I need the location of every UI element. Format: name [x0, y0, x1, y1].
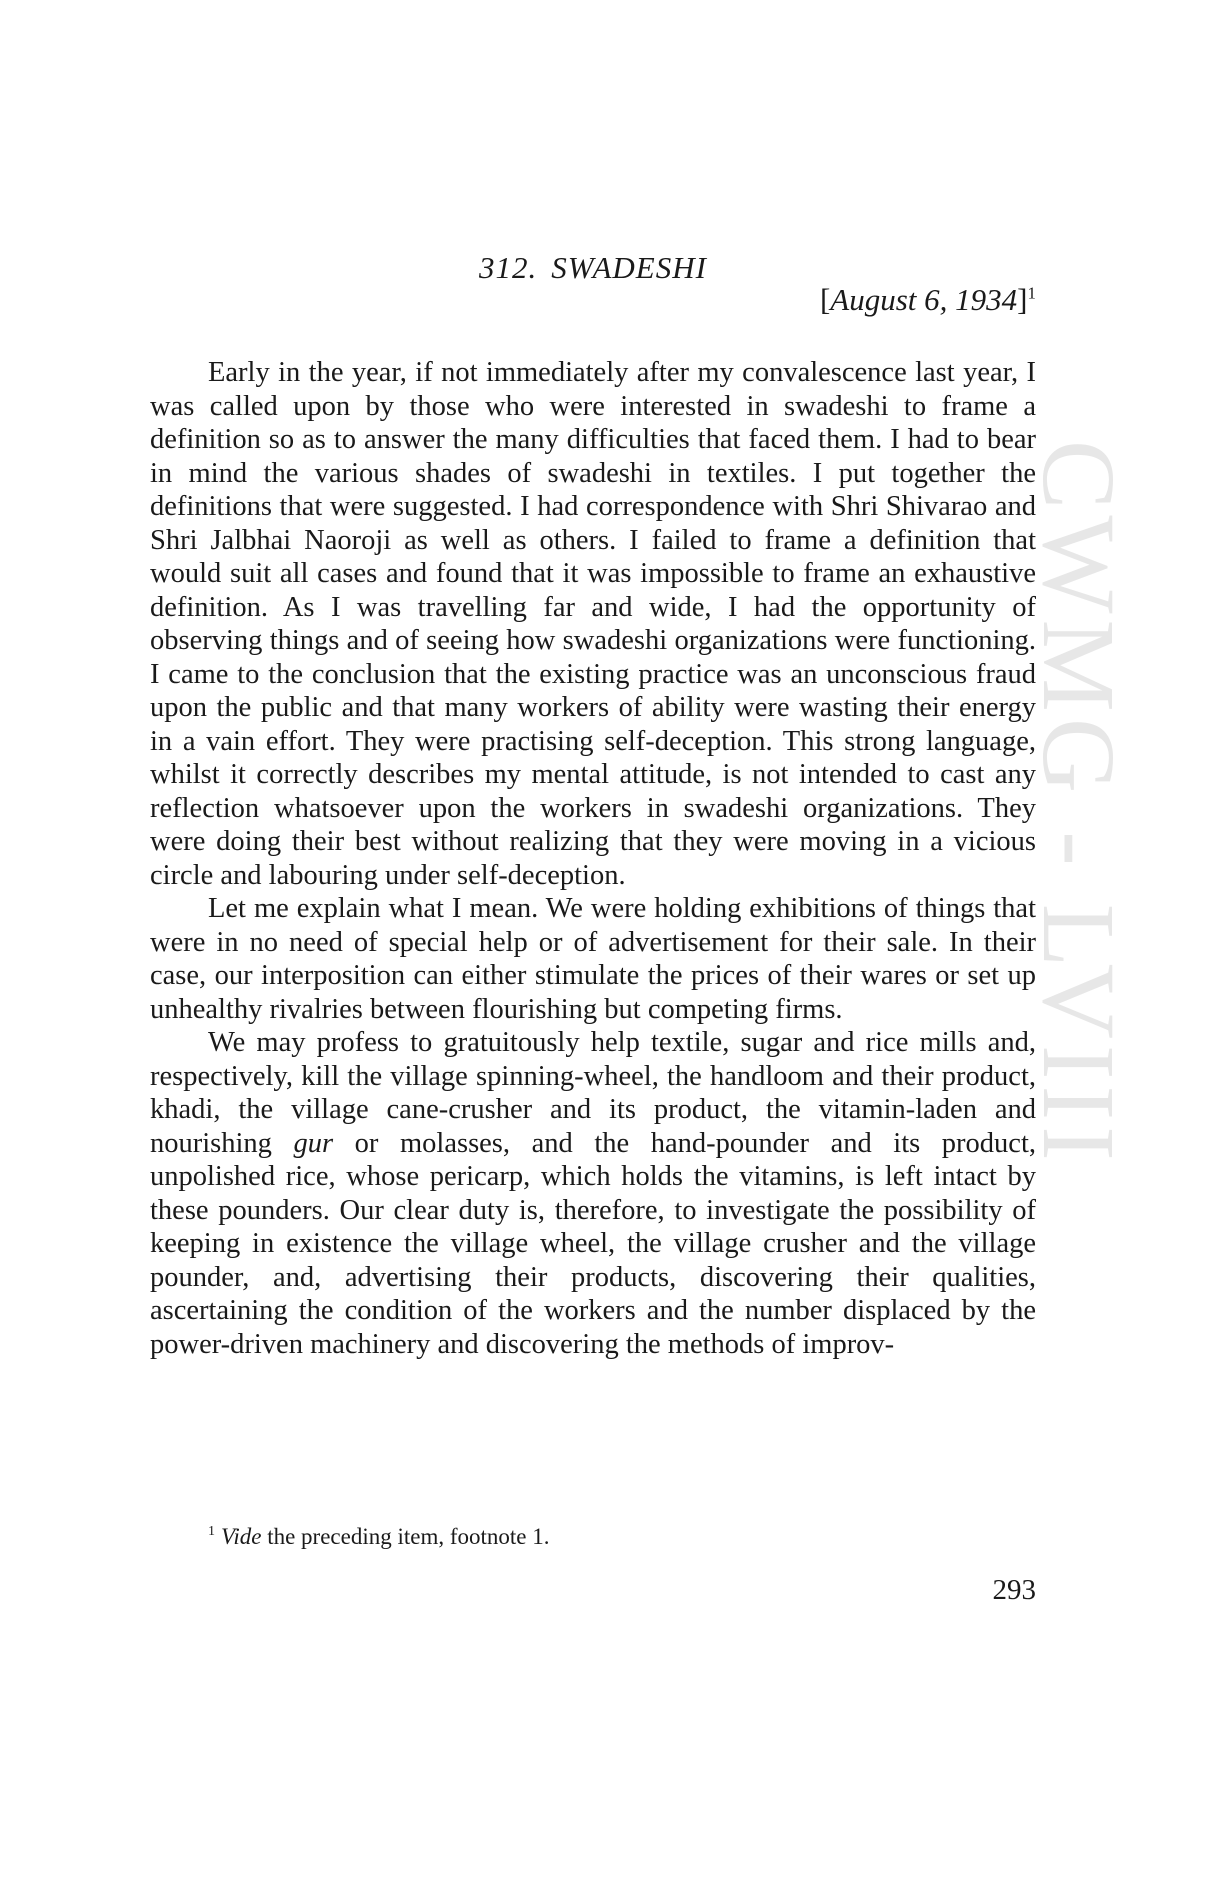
date-footnote-ref: 1	[1027, 283, 1036, 303]
paragraph-3-part-2: or molasses, and the hand-pounder and its product, unpolished rice, whose pericarp, which holds the vitamins, is left intact by these pounders. Our clear duty is, therefore, to investigate the possibility of keeping in existence the village wheel, the village crusher and the village pounder, and, advertising their products, discovering their qualities, ascertaining the condition of the workers and the number displaced by the power-driven machinery and discovering the methods of improv-	[150, 1127, 1036, 1360]
date-close-bracket: ]	[1017, 282, 1028, 317]
page-number: 293	[992, 1574, 1036, 1606]
paragraph-3	[150, 1026, 1036, 1361]
date-open-bracket: [	[819, 282, 831, 317]
paragraph-3-italic-term: gur	[293, 1127, 334, 1159]
footnote	[208, 1524, 550, 1550]
section-title: SWADESHI	[551, 250, 707, 285]
section-heading	[150, 250, 1036, 286]
watermark: CWMG - LVIII	[1021, 440, 1136, 1167]
paragraph-2: Let me explain what I mean. We were holding exhibitions of things that were in no need of special help or of advertisement for their sale. In their case, our interposition can either stimulate the prices of their wares or set up unhealthy rivalries between flourishing but competing firms.	[150, 893, 1036, 1025]
footnote-italic: Vide	[221, 1524, 262, 1549]
date-line	[820, 282, 1036, 318]
section-number: 312.	[479, 250, 538, 285]
paragraph-3-part-1: We may profess to gratuitously help textile, sugar and rice mills and, respectively, kill the village spinning-wheel, the handloom and their product, khadi, the village cane-crusher and its product, the vitamin-laden and nourishing	[150, 1027, 1036, 1159]
body-text	[150, 356, 1036, 1361]
paragraph-1: Early in the year, if not immediately after my convalescence last year, I was called upon by those who were interested in swadeshi to frame a definition so as to answer the many difficulties that faced them. I had to bear in mind the various shades of swadeshi in textiles. I put together the definitions that were suggested. I had correspondence with Shri Shivarao and Shri Jalbhai Naoroji as well as others. I failed to frame a definition that would suit all cases and found that it was impossible to frame an exhaustive definition. As I was travelling far and wide, I had the opportunity of observing things and of seeing how swadeshi organizations were functioning. I came to the conclusion that the existing practice was an unconscious fraud upon the public and that many workers of ability were wasting their energy in a vain effort. They were practising self-deception. This strong language, whilst it correctly describes my mental attitude, is not intended to cast any reflection whatsoever upon the workers in swadeshi organizations. They were doing their best without realizing that they were moving in a vicious circle and labouring under self-deception.	[150, 357, 1036, 891]
footnote-marker: 1	[208, 1524, 215, 1540]
footnote-text: the preceding item, footnote 1.	[261, 1524, 550, 1549]
date-text: August 6, 1934	[830, 282, 1018, 317]
